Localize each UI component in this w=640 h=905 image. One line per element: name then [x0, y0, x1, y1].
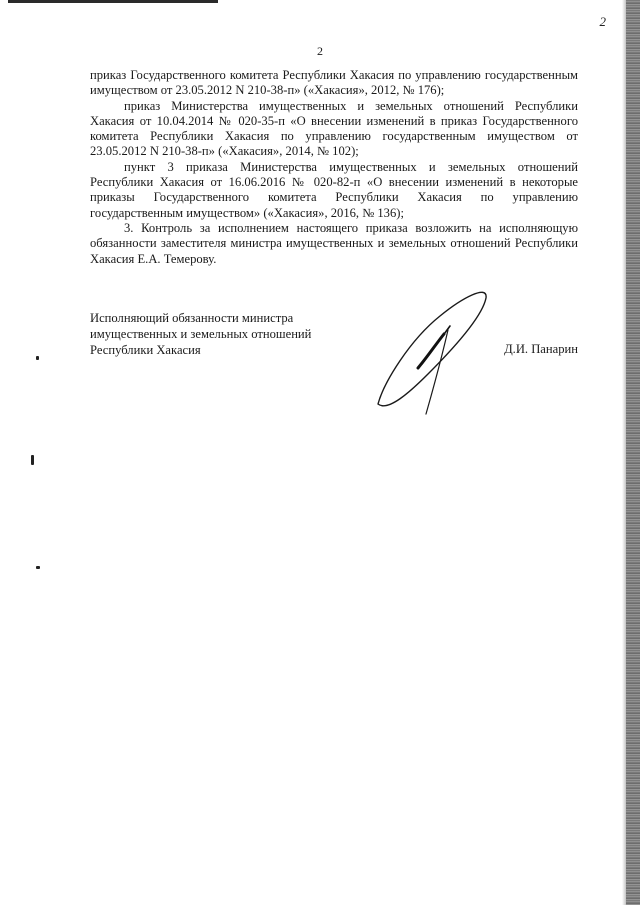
- paragraph: 3. Контроль за исполнением настоящего приказа возложить на исполняющую обязанности заместителя министра имущественных и земельных отношений Республики Хакасия Е.А. Темерову.: [90, 220, 578, 266]
- paragraph: приказ Государственного комитета Республики Хакасия по управлению государственным имуществом от 23.05.2012 N 210-38-п» («Хакасия», 2012, № 176);: [90, 68, 578, 98]
- paragraph: приказ Министерства имущественных и земельных отношений Республики Хакасия от 10.04.2014 № 020-35-п «О внесении изменений в приказ Государственного комитета Республики Хакасия по управлению государственным имуществом от 23.05.2012 N 210-38-п» («Хакасия», 2014, № 102);: [90, 98, 578, 159]
- signature-title-line: Республики Хакасия: [90, 343, 201, 357]
- signer-name: Д.И. Панарин: [504, 342, 578, 356]
- signature-title-line: имущественных и земельных отношений: [90, 327, 312, 341]
- signature-title-line: Исполняющий обязанности министра: [90, 311, 294, 325]
- scan-speck: [31, 455, 34, 465]
- handwritten-signature: [370, 286, 495, 421]
- document-body: [90, 68, 578, 267]
- signature-title: [90, 310, 311, 358]
- scan-artifact-top-bar: [8, 0, 218, 3]
- page-number: 2: [317, 44, 323, 58]
- scan-artifact-right-edge: [626, 0, 640, 905]
- paragraph: пункт 3 приказа Министерства имущественных и земельных отношений Республики Хакасия от 16.06.2016 № 020-82-п «О внесении изменений в некоторые приказы Государственного комитета Республики Хакасия по управлению государственным имуществом» («Хакасия», 2016, № 136);: [90, 159, 578, 220]
- corner-handwritten-mark: 2: [599, 14, 606, 29]
- scan-speck: [36, 566, 40, 569]
- scan-speck: [36, 356, 39, 360]
